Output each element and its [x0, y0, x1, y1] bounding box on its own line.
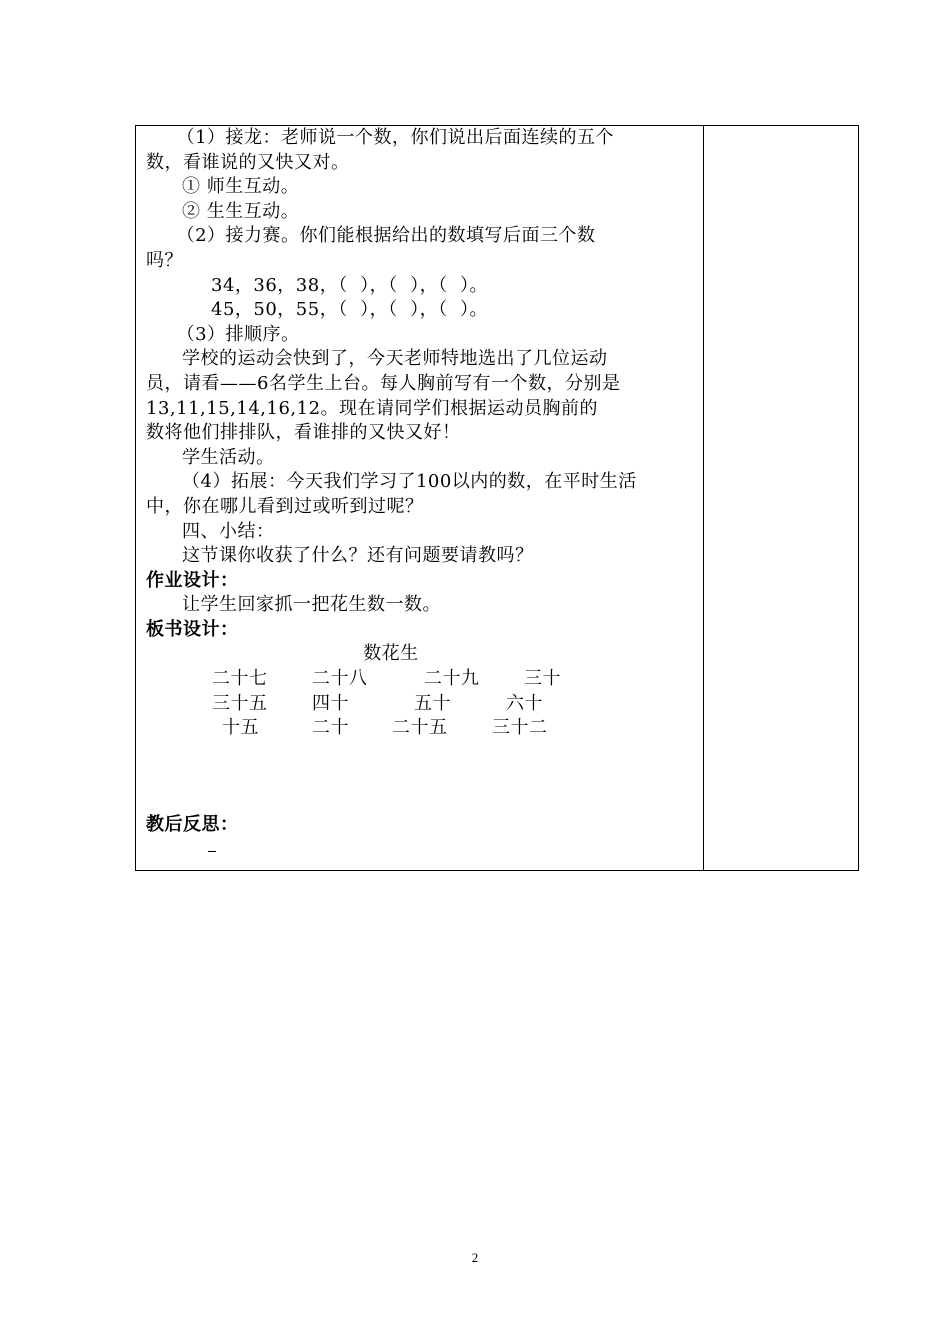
- text-line: ① 师生互动。: [182, 176, 300, 198]
- page-number: 2: [471, 1250, 479, 1265]
- board-row: [146, 692, 696, 717]
- text-line: （4）拓展：今天我们学习了100以内的数，在平时生活: [182, 471, 637, 493]
- reflection-heading: 教后反思：: [146, 813, 239, 835]
- text-line: 吗？: [146, 249, 183, 271]
- text-line: （1）接龙：老师说一个数，你们说出后面连续的五个: [176, 127, 615, 148]
- homework-heading: 作业设计：: [146, 569, 239, 591]
- text-line: 数，看谁说的又快又对。: [146, 151, 350, 173]
- board-cell: 十五: [222, 717, 259, 739]
- blank-space: [146, 741, 696, 813]
- board-cell: 三十: [524, 668, 561, 690]
- text-line: 学生活动。: [182, 446, 275, 468]
- board-title: 数花生: [363, 643, 419, 665]
- text-line: ② 生生互动。: [182, 200, 300, 222]
- board-cell: 六十: [506, 692, 543, 714]
- board-cell: 二十八: [312, 668, 368, 690]
- board-cell: 三十二: [492, 717, 548, 739]
- section-heading: 四、小结：: [182, 520, 275, 542]
- text-line: 数将他们排排队，看谁排的又快又好！: [146, 422, 461, 444]
- board-cell: 二十五: [392, 717, 448, 739]
- text-line: 这节课你收获了什么？还有问题要请教吗？: [182, 545, 534, 567]
- board-cell: 五十: [414, 692, 451, 714]
- board-cell: 二十七: [212, 668, 268, 690]
- board-row: [146, 667, 696, 692]
- homework-text: 让学生回家抓一把花生数一数。: [182, 594, 441, 616]
- board-cell: 二十: [312, 717, 349, 739]
- board-cell: 三十五: [212, 692, 268, 714]
- blank-line-mark: [208, 851, 216, 852]
- number-sequence: 34，36，38，（ ），（ ），（ ）。: [211, 274, 489, 296]
- text-line: （2）接力赛。你们能根据给出的数填写后面三个数: [176, 225, 596, 247]
- board-cell: 四十: [312, 692, 349, 714]
- lesson-content-cell: [146, 126, 696, 837]
- column-divider: [703, 126, 704, 870]
- text-line: 员，请看——6名学生上台。每人胸前写有一个数，分别是: [146, 372, 621, 394]
- text-line: 学校的运动会快到了，今天老师特地选出了几位运动: [182, 348, 608, 370]
- text-line: 13,11,15,14,16,12。现在请同学们根据运动员胸前的: [146, 397, 599, 419]
- board-cell: 二十九: [424, 668, 480, 690]
- text-line: （3）排顺序。: [176, 323, 300, 345]
- board-row: [146, 716, 696, 741]
- lesson-plan-table: [135, 125, 859, 871]
- board-heading: 板书设计：: [146, 618, 239, 640]
- text-line: 中，你在哪儿看到过或听到过呢？: [146, 495, 424, 517]
- number-sequence: 45，50，55，（ ），（ ），（ ）。: [211, 299, 489, 321]
